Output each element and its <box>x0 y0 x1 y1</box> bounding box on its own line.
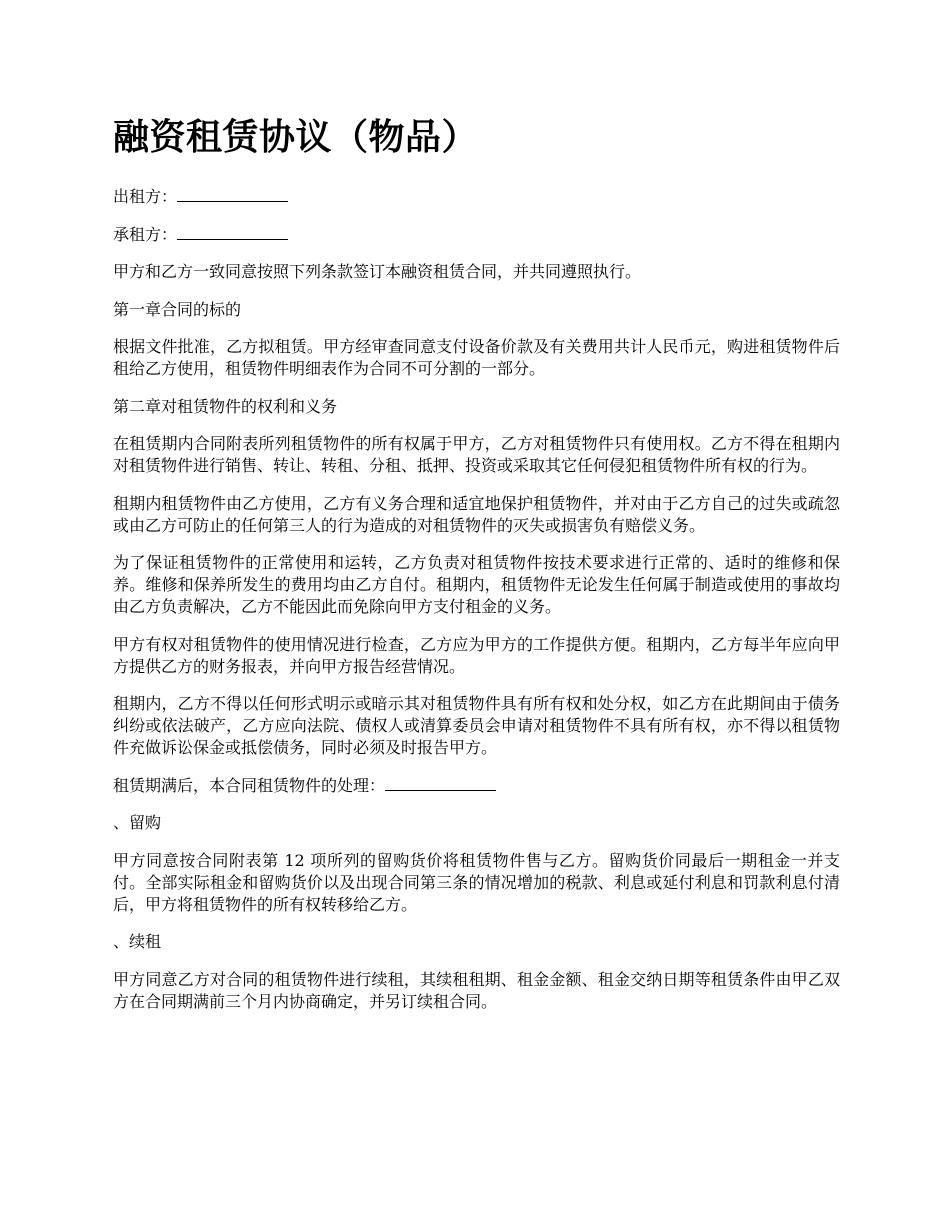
option-purchase-paragraph: 甲方同意按合同附表第 12 项所列的留购货价将租赁物件售与乙方。留购货价同最后一期租金一并支付。全部实际租金和留购货价以及出现合同第三条的情况增加的税款、利息或延付利息和罚款利息付清后，甲方将租赁物件的所有权转移给乙方。 <box>113 850 840 914</box>
lessee-label: 承租方： <box>113 224 178 244</box>
chapter-2-paragraph-2: 租期内租赁物件由乙方使用，乙方有义务合理和适宜地保护租赁物件，并对由于乙方自己的过失或疏忽或由乙方可防止的任何第三人的行为造成的对租赁物件的灭失或损害负有赔偿义务。 <box>113 493 840 535</box>
expiry-blank <box>385 775 496 791</box>
chapter-2-paragraph-3: 为了保证租赁物件的正常使用和运转，乙方负责对租赁物件按技术要求进行正常的、适时的维修和保养。维修和保养所发生的费用均由乙方自付。租期内，租赁物件无论发生任何属于制造或使用的事故均由乙方负责解决，乙方不能因此而免除向甲方支付租金的义务。 <box>113 553 840 616</box>
chapter-2-paragraph-1: 在租赁期内合同附表所列租赁物件的所有权属于甲方，乙方对租赁物件只有使用权。乙方不得在租期内对租赁物件进行销售、转让、转租、分租、抵押、投资或采取其它任何侵犯租赁物件所有权的行为。 <box>113 434 840 475</box>
chapter-1-heading: 第一章合同的标的 <box>113 299 242 319</box>
option-purchase-heading: 、留购 <box>113 813 162 832</box>
lessor-blank <box>177 186 288 202</box>
expiry-line <box>113 775 840 797</box>
expiry-label: 租赁期满后，本合同租赁物件的处理： <box>113 775 386 795</box>
chapter-2-heading: 第二章对租赁物件的权利和义务 <box>113 396 338 416</box>
lessor-line <box>113 186 840 208</box>
lessee-line <box>113 224 840 246</box>
option-renewal-paragraph: 甲方同意乙方对合同的租赁物件进行续租，其续租租期、租金金额、租金交纳日期等租赁条件由甲乙双方在合同期满前三个月内协商确定，并另订续租合同。 <box>113 969 840 1011</box>
intro-paragraph: 甲方和乙方一致同意按照下列条款签订本融资租赁合同，并共同遵照执行。 <box>113 262 642 281</box>
chapter-2-paragraph-4: 甲方有权对租赁物件的使用情况进行检查，乙方应为甲方的工作提供方便。租期内，乙方每半年应向甲方提供乙方的财务报表，并向甲方报告经营情况。 <box>113 634 840 676</box>
chapter-2-paragraph-5: 租期内，乙方不得以任何形式明示或暗示其对租赁物件具有所有权和处分权，如乙方在此期间由于债务纠纷或依法破产，乙方应向法院、债权人或清算委员会申请对租赁物件不具有所有权，亦不得以租赁物件充做诉讼保金或抵偿债务，同时必须及时报告甲方。 <box>113 694 840 757</box>
option-renewal-heading: 、续租 <box>113 932 162 951</box>
document-page <box>113 112 840 1028</box>
document-title: 融资租赁协议（物品） <box>113 116 479 158</box>
lessor-label: 出租方： <box>113 187 178 206</box>
lessee-blank <box>177 224 288 240</box>
chapter-1-paragraph: 根据文件批准，乙方拟租赁。甲方经审查同意支付设备价款及有关费用共计人民币元，购进租赁物件后租给乙方使用，租赁物件明细表作为合同不可分割的一部分。 <box>113 337 840 378</box>
